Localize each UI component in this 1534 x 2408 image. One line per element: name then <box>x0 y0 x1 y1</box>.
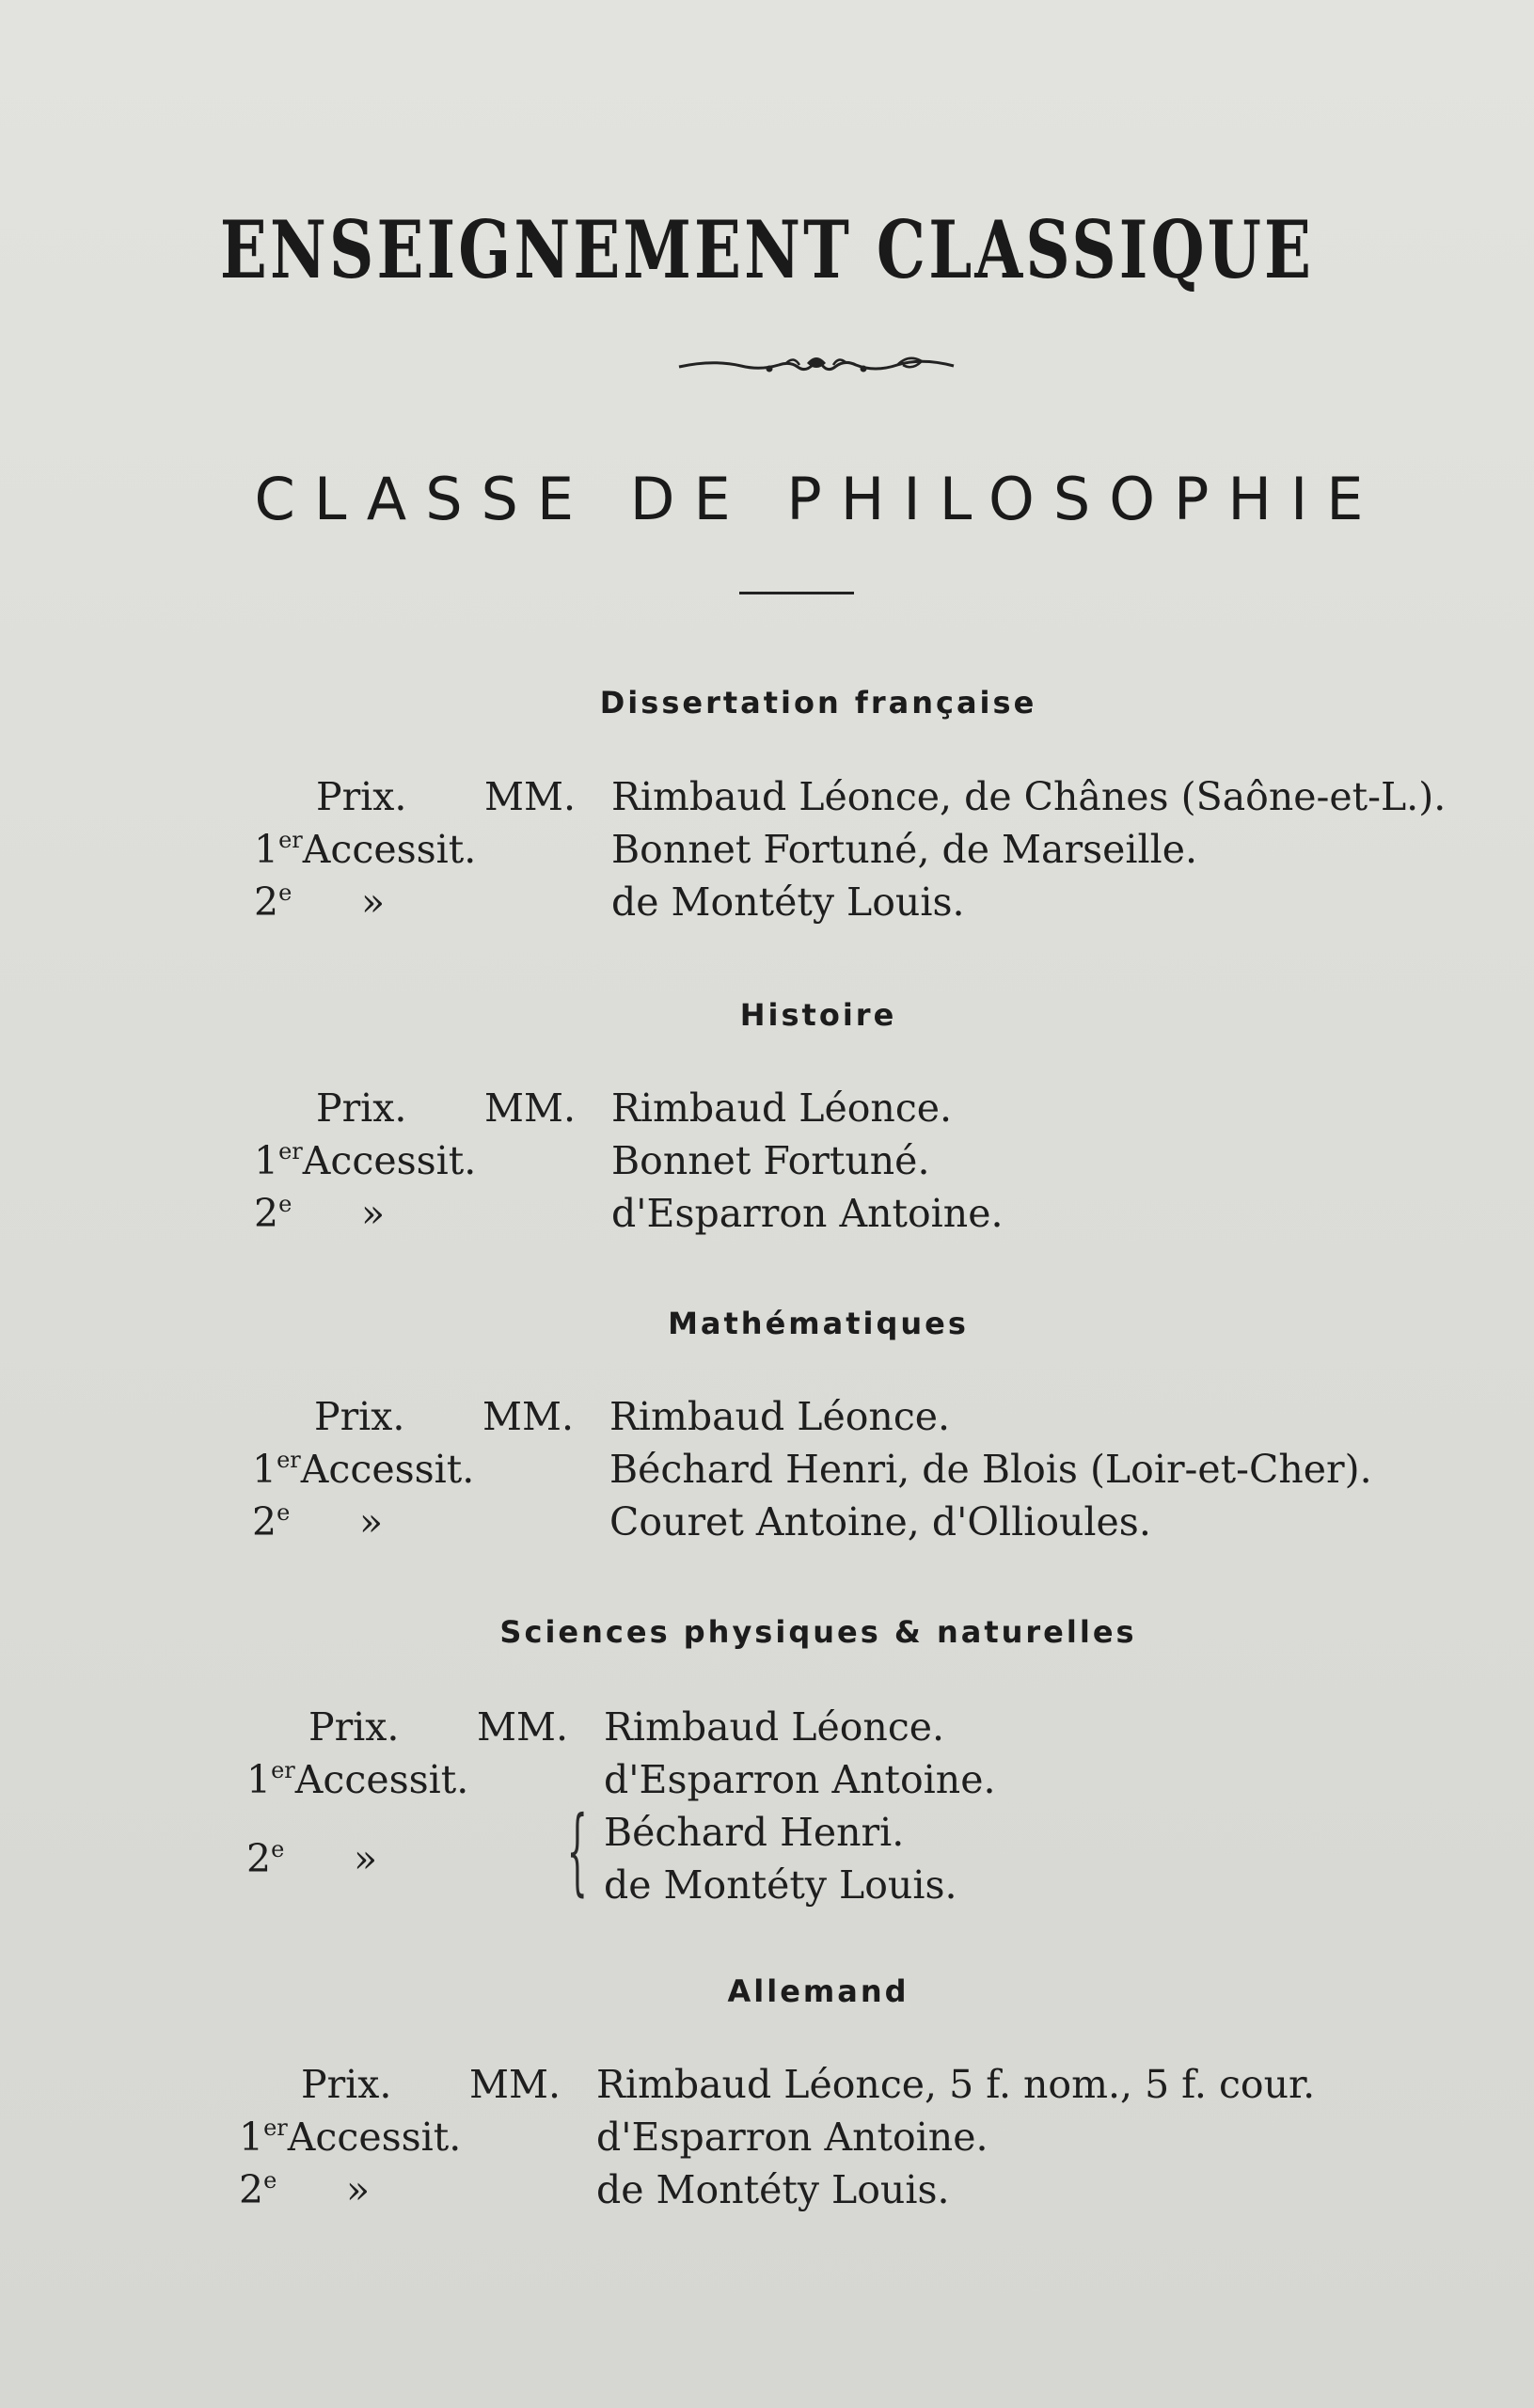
second-accessit-label: 2e <box>254 879 293 925</box>
winner-name: Rimbaud Léonce. <box>611 1085 953 1131</box>
second-accessit-label: 2e <box>239 2167 277 2212</box>
section-heading-dissertation: Dissertation française <box>599 685 1037 721</box>
ditto-mark: » <box>361 879 386 925</box>
mm-label: MM. <box>477 1704 568 1750</box>
winner-name: Rimbaud Léonce, 5 f. nom., 5 f. cour. <box>596 2062 1316 2107</box>
accessit-label: 1erAccessit. <box>239 2115 462 2160</box>
ditto-mark: » <box>354 1836 378 1881</box>
accessit-name: Bonnet Fortuné. <box>611 1138 930 1183</box>
ornament-divider-icon <box>675 350 957 382</box>
section-heading-sciences: Sciences physiques & naturelles <box>499 1614 1137 1650</box>
accessit-name: d'Esparron Antoine. <box>596 2115 988 2160</box>
second-accessit-label: 2e <box>252 1499 291 1545</box>
accessit2a-name: Béchard Henri. <box>604 1810 905 1855</box>
accessit-label: 1erAccessit. <box>254 1138 477 1183</box>
ditto-mark: » <box>346 2167 371 2212</box>
main-title: ENSEIGNEMENT CLASSIQUE <box>219 203 1315 296</box>
class-title: CLASSE DE PHILOSOPHIE <box>254 465 1383 533</box>
accessit2-name: d'Esparron Antoine. <box>611 1191 1004 1236</box>
ditto-mark: » <box>359 1499 384 1545</box>
prix-label: Prix. <box>316 774 407 819</box>
ditto-mark: » <box>361 1191 386 1236</box>
title-rule <box>739 592 854 594</box>
mm-label: MM. <box>469 2062 561 2107</box>
accessit-name: Bonnet Fortuné, de Marseille. <box>611 827 1198 872</box>
winner-name: Rimbaud Léonce. <box>604 1704 945 1750</box>
mm-label: MM. <box>484 1085 576 1131</box>
accessit-label: 1erAccessit. <box>252 1447 475 1492</box>
accessit-label: 1erAccessit. <box>254 827 477 872</box>
section-heading-histoire: Histoire <box>739 997 897 1033</box>
section-heading-allemand: Allemand <box>727 1973 909 2009</box>
prix-label: Prix. <box>314 1394 405 1439</box>
second-accessit-label: 2e <box>246 1836 285 1881</box>
winner-name: Rimbaud Léonce. <box>609 1394 951 1439</box>
accessit2-name: Couret Antoine, d'Ollioules. <box>609 1499 1151 1545</box>
section-heading-mathematiques: Mathématiques <box>668 1306 969 1341</box>
second-accessit-label: 2e <box>254 1191 293 1236</box>
accessit2b-name: de Montéty Louis. <box>604 1862 957 1908</box>
accessit2-name: de Montéty Louis. <box>611 879 965 925</box>
accessit-name: d'Esparron Antoine. <box>604 1757 996 1802</box>
accessit-label: 1erAccessit. <box>246 1757 469 1802</box>
mm-label: MM. <box>482 1394 574 1439</box>
accessit-name: Béchard Henri, de Blois (Loir-et-Cher). <box>609 1447 1372 1492</box>
prix-label: Prix. <box>301 2062 392 2107</box>
prix-label: Prix. <box>316 1085 407 1131</box>
accessit2-name: de Montéty Louis. <box>596 2167 950 2212</box>
mm-label: MM. <box>484 774 576 819</box>
prix-label: Prix. <box>308 1704 400 1750</box>
brace-icon: { <box>566 1796 588 1906</box>
winner-name: Rimbaud Léonce, de Chânes (Saône-et-L.). <box>611 774 1447 819</box>
